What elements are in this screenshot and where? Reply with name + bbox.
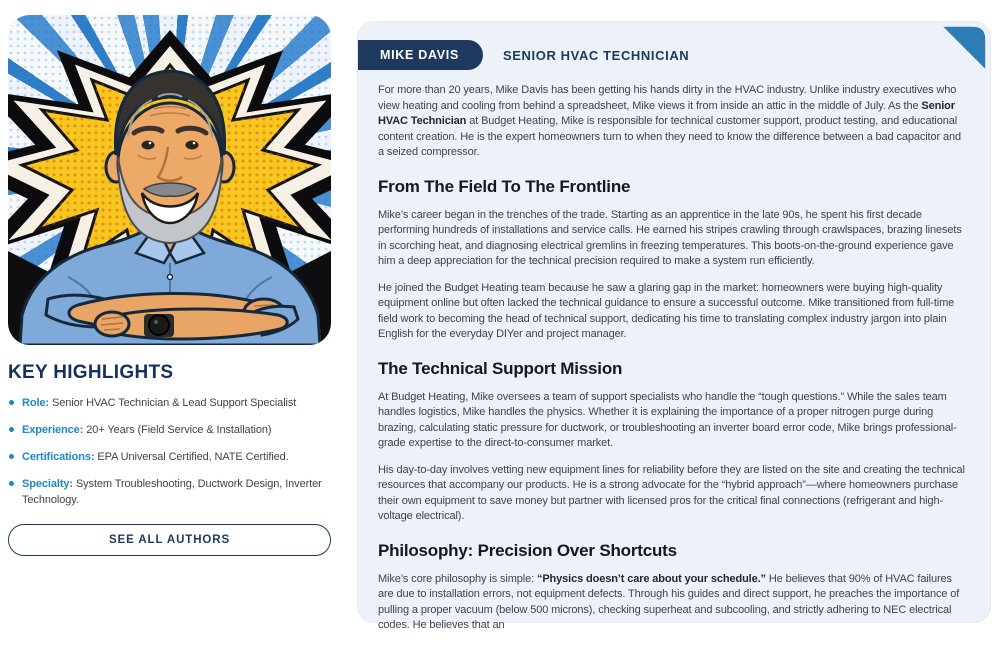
highlight-label: Certifications: bbox=[22, 450, 95, 463]
section-heading-philosophy: Philosophy: Precision Over Shortcuts bbox=[378, 540, 677, 560]
intro-paragraph bbox=[378, 83, 968, 161]
corner-ribbon-icon bbox=[937, 25, 987, 75]
highlight-certifications bbox=[8, 450, 331, 466]
author-header bbox=[358, 40, 990, 70]
section-paragraph: He joined the Budget Heating team because he saw a glaring gap in the market: homeowners were buying high-quality equipment online but often lacked the technical guidance to ensure a successful outcome. Mike transitioned from full-time field work to becoming the head of technical support, dedicating his time to translating complex industry jargon into plain English for the everyday DIYer and project manager. bbox=[378, 281, 955, 340]
author-sidebar bbox=[8, 15, 331, 556]
section-paragraph: At Budget Heating, Mike oversees a team of support specialists who handle the “tough questions.” While the sales team handles logistics, Mike handles the physics. Whether it is explaining the importance of a proper nitrogen purge during brazing, calculating static pressure for ductwork, or troubleshooting an inverter board error code, Mike brings professional-grade expertise to the direct-to-consumer market. bbox=[378, 390, 957, 449]
highlight-specialty bbox=[8, 477, 331, 509]
author-portrait-illustration bbox=[8, 15, 331, 345]
highlight-label: Role: bbox=[22, 397, 50, 409]
philosophy-text: Mike’s core philosophy is simple: bbox=[378, 572, 537, 585]
bullet-icon bbox=[9, 454, 14, 459]
highlight-text: Senior HVAC Technician & Lead Support Specialist bbox=[49, 397, 297, 409]
highlight-text: EPA Universal Certified, NATE Certified. bbox=[94, 450, 289, 463]
highlight-text: 20+ Years (Field Service & Installation) bbox=[83, 423, 272, 436]
bullet-icon bbox=[9, 427, 14, 432]
intro-bold-role: Senior HVAC Technician bbox=[378, 99, 955, 127]
intro-text: For more than 20 years, Mike Davis has been getting his hands dirty in the HVAC industry. Unlike industry executives who view heating and cooling from behind a spreadsheet, Mike views it from inside an attic in the middle of July. As the bbox=[378, 84, 957, 112]
bullet-icon bbox=[9, 400, 14, 405]
author-bio-card bbox=[358, 22, 990, 631]
highlight-role bbox=[8, 396, 331, 412]
see-all-authors-button[interactable]: SEE ALL AUTHORS bbox=[8, 524, 331, 556]
pop-art-portrait-icon bbox=[8, 15, 331, 345]
key-highlights-list bbox=[8, 396, 331, 509]
section-paragraph: Mike’s career began in the trenches of the trade. Starting as an apprentice in the late 90s, he spent his first decade performing hundreds of installations and service calls. He earned his stripes crawling through crawlspaces, brazing linesets in scorching heat, and diagnosing electrical gremlins in freezing temperatures. This boots-on-the-ground experience gave him a deep appreciation for the technical precision required to make a system run efficiently. bbox=[378, 208, 962, 267]
author-role-title: SENIOR HVAC TECHNICIAN bbox=[503, 47, 690, 63]
philosophy-text: He believes that 90% of HVAC failures are due to installation errors, not equipment defects. Through his guides and direct support, he preaches the importance of pulling a proper vacuum (below 500 microns), checking superheat and subcooling, and strictly adhering to NEC electrical codes. He believes that an bbox=[378, 572, 960, 631]
key-highlights-title: KEY HIGHLIGHTS bbox=[8, 362, 174, 383]
section-heading-support-mission: The Technical Support Mission bbox=[378, 358, 623, 378]
highlight-label: Experience: bbox=[22, 423, 84, 436]
bullet-icon bbox=[9, 481, 14, 486]
philosophy-bold-quote: “Physics doesn’t care about your schedule.” bbox=[536, 572, 766, 585]
highlight-experience bbox=[8, 423, 331, 439]
highlight-label: Specialty: bbox=[22, 477, 73, 490]
philosophy-paragraph bbox=[378, 572, 968, 634]
author-name-badge: MIKE DAVIS bbox=[358, 40, 483, 70]
highlight-text: System Troubleshooting, Ductwork Design, Inverter Technology. bbox=[22, 477, 322, 506]
section-heading-field-to-frontline: From The Field To The Frontline bbox=[378, 176, 631, 196]
author-bio-text bbox=[358, 70, 990, 654]
section-paragraph: His day-to-day involves vetting new equipment lines for reliability before they are listed on the site and creating the technical resources that accompany our products. He is a strong advocate for the “hybrid approach”—where homeowners purchase their own equipment to save money but partner with licensed pros for the critical final connections (refrigerant and high-voltage electrical). bbox=[378, 463, 965, 522]
intro-text: at Budget Heating, Mike is responsible for technical customer support, product testing, and educational content creation. He is the expert homeowners turn to when they need to know the difference between a bad capacitor and a seized compressor. bbox=[378, 115, 961, 158]
